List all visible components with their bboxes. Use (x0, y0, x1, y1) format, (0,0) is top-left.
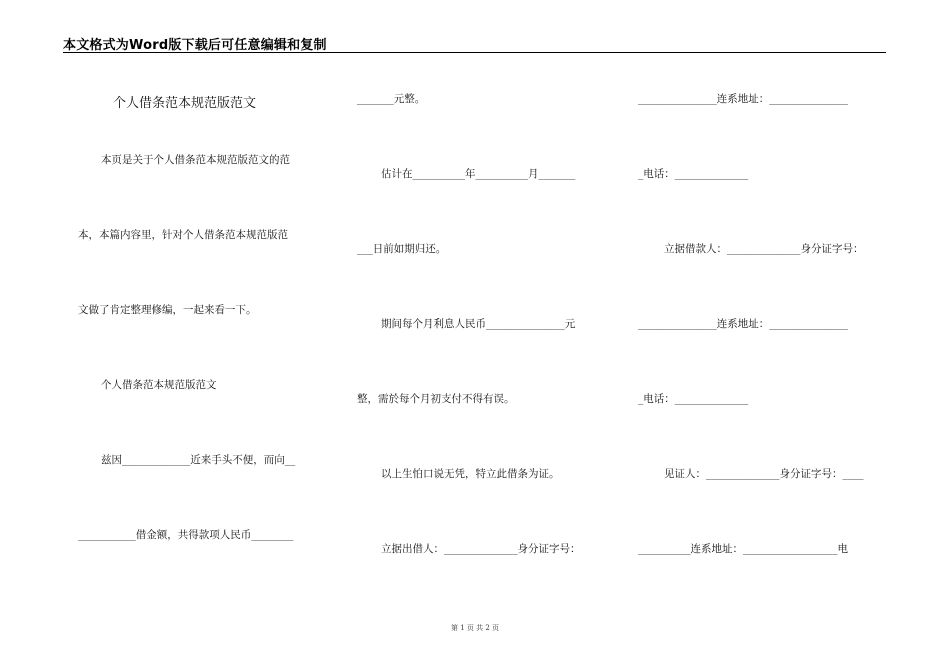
middle-line-4: 期间每个月利息人民币_______________元 (381, 318, 576, 330)
right-line-6: 见证人：______________身分证字号：____ (664, 468, 864, 480)
middle-line-2: 估计在__________年__________月_______ (381, 168, 576, 180)
left-line-5: 兹因_____________近来手头不便，而向__ (101, 454, 296, 466)
right-line-3: 立据借款人：______________身分证字号： (664, 243, 864, 255)
middle-line-3: ___日前如期归还。 (357, 243, 447, 255)
document-banner: 本文格式为Word版下载后可任意编辑和复制 (63, 38, 327, 53)
left-line-6: ___________借金额，共得款项人民币________ (78, 529, 294, 541)
right-line-4: _______________连系地址：_______________ (638, 318, 848, 330)
left-line-2: 本，本篇内容里，针对个人借条范本规范版范 (78, 229, 288, 241)
header-divider (63, 52, 886, 53)
left-line-3: 文做了肯定整理修编，一起来看一下。 (78, 304, 257, 316)
right-line-2: _电话：______________ (638, 168, 749, 180)
right-line-1: _______________连系地址：_______________ (638, 93, 848, 105)
right-line-5: _电话：______________ (638, 393, 749, 405)
middle-line-5: 整，需於每个月初支付不得有误。 (357, 393, 515, 405)
document-title: 个人借条范本规范版范文 (113, 96, 257, 111)
page-number: 第 1 页 共 2 页 (450, 624, 500, 632)
middle-line-7: 立据出借人：______________身分证字号： (381, 543, 581, 555)
middle-line-1: _______元整。 (357, 93, 426, 105)
middle-line-6: 以上生怕口说无凭，特立此借条为证。 (381, 468, 560, 480)
left-line-1: 本页是关于个人借条范本规范版范文的范 (101, 154, 290, 166)
left-line-4: 个人借条范本规范版范文 (101, 379, 217, 391)
right-line-7: __________连系地址：__________________电 (638, 543, 848, 555)
